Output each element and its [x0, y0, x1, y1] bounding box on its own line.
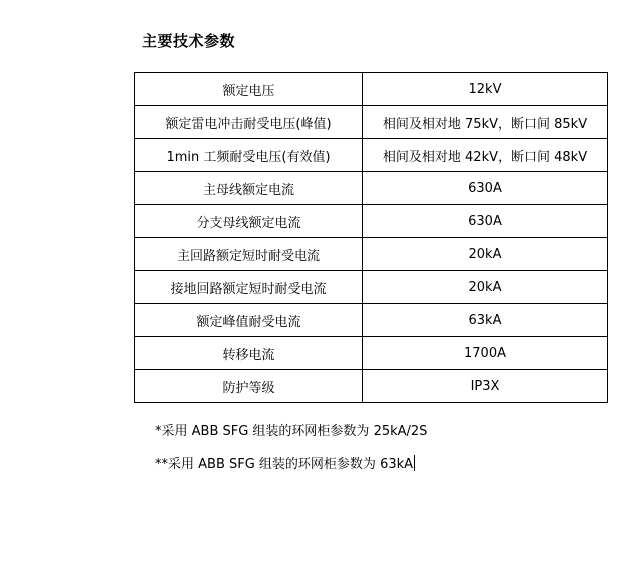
table-row	[135, 106, 608, 139]
parameter-name-cell: 主回路额定短时耐受电流	[135, 238, 363, 271]
table-row	[135, 205, 608, 238]
parameters-table	[134, 72, 608, 403]
parameter-name-cell: 1min 工频耐受电压(有效值)	[135, 139, 363, 172]
parameter-value-cell: 12kV	[363, 73, 608, 106]
table-row	[135, 304, 608, 337]
footnote-2-text: **采用 ABB SFG 组装的环网柜参数为 63kA	[155, 457, 414, 472]
table-row	[135, 370, 608, 403]
parameter-value-cell: IP3X	[363, 370, 608, 403]
parameter-value-cell: 相间及相对地 75kV，断口间 85kV	[363, 106, 608, 139]
footnote-1: *采用 ABB SFG 组装的环网柜参数为 25kA/2S	[155, 424, 428, 439]
text-cursor	[414, 455, 415, 471]
table-row	[135, 238, 608, 271]
table-row	[135, 172, 608, 205]
document-title: 主要技术参数	[142, 32, 236, 50]
parameter-name-cell: 转移电流	[135, 337, 363, 370]
parameter-name-cell: 主母线额定电流	[135, 172, 363, 205]
footnote-2[interactable]	[155, 453, 415, 472]
parameter-value-cell: 1700A	[363, 337, 608, 370]
parameter-value-cell: 20kA	[363, 271, 608, 304]
table-row	[135, 73, 608, 106]
parameter-name-cell: 分支母线额定电流	[135, 205, 363, 238]
table-row	[135, 139, 608, 172]
parameter-value-cell: 630A	[363, 172, 608, 205]
parameter-name-cell: 额定电压	[135, 73, 363, 106]
parameter-name-cell: 防护等级	[135, 370, 363, 403]
table-row	[135, 337, 608, 370]
parameter-name-cell: 额定峰值耐受电流	[135, 304, 363, 337]
parameter-value-cell: 63kA	[363, 304, 608, 337]
parameter-value-cell: 相间及相对地 42kV，断口间 48kV	[363, 139, 608, 172]
parameters-table-body	[135, 73, 608, 403]
parameter-value-cell: 20kA	[363, 238, 608, 271]
parameter-name-cell: 接地回路额定短时耐受电流	[135, 271, 363, 304]
parameter-value-cell: 630A	[363, 205, 608, 238]
table-row	[135, 271, 608, 304]
parameter-name-cell: 额定雷电冲击耐受电压(峰值)	[135, 106, 363, 139]
